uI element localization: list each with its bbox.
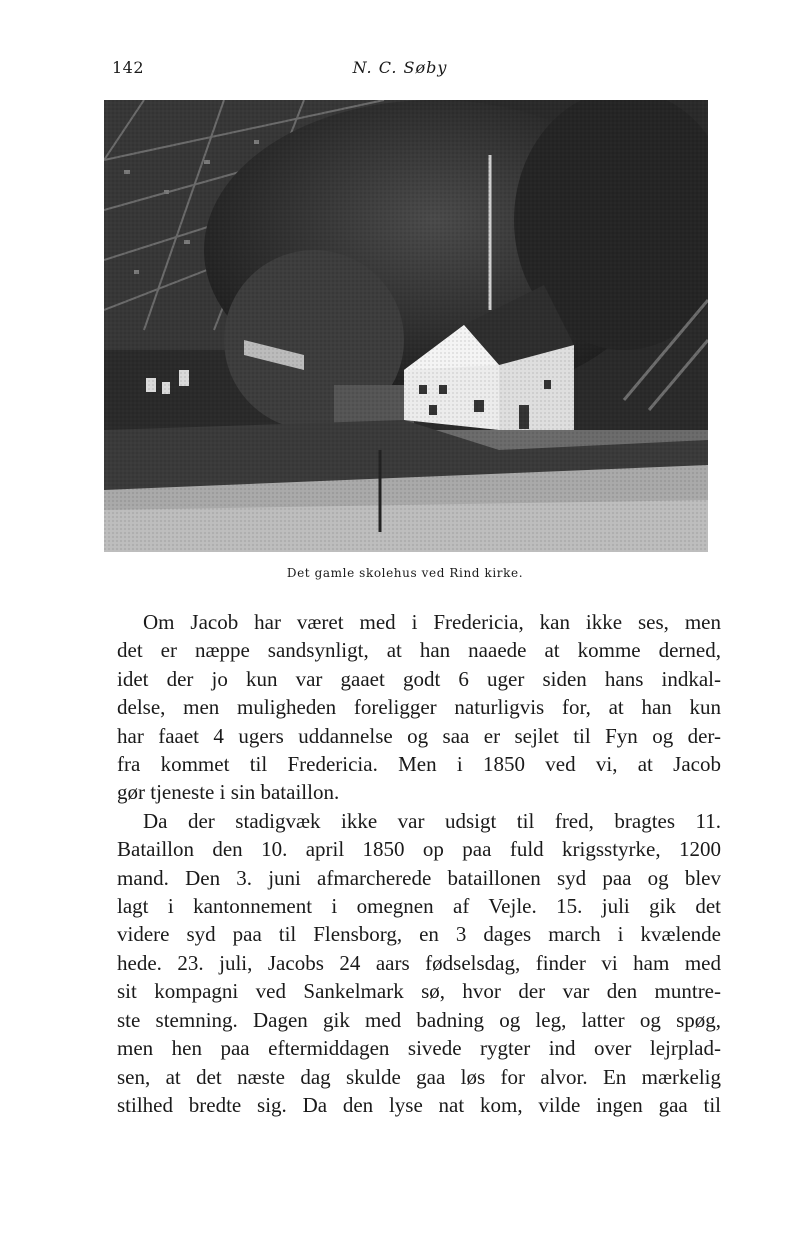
text-line: sit kompagni ved Sankelmark sø, hvor der var den muntre-: [117, 979, 721, 1004]
text-line: idet der jo kun var gaaet godt 6 uger siden hans indkal-: [117, 666, 721, 691]
text-line: Bataillon den 10. april 1850 op paa fuld krigsstyrke, 1200: [117, 837, 721, 862]
text-line: det er næppe sandsynligt, at han naaede at komme derned,: [117, 638, 721, 663]
page-number: 142: [112, 58, 145, 77]
text-line: fra kommet til Fredericia. Men i 1850 ved vi, at Jacob: [117, 752, 721, 777]
text-line: lagt i kantonnement i omegnen af Vejle. 15. juli gik det: [117, 894, 721, 919]
text-line: videre syd paa til Flensborg, en 3 dages march i kvælende: [117, 922, 721, 947]
paragraph-1: [117, 608, 721, 807]
text-line: har faaet 4 ugers uddannelse og saa er sejlet til Fyn og der-: [117, 723, 721, 748]
text-line: men hen paa eftermiddagen sivede rygter ind over lejrplad-: [117, 1036, 721, 1061]
text-line: ste stemning. Dagen gik med badning og leg, latter og spøg,: [117, 1007, 721, 1032]
text-line: Da der stadigvæk ikke var udsigt til fred, bragtes 11.: [143, 808, 721, 833]
text-line: Om Jacob har været med i Fredericia, kan ikke ses, men: [143, 610, 721, 634]
text-line: delse, men muligheden foreligger naturligvis for, at han kun: [117, 695, 721, 720]
figure-caption: Det gamle skolehus ved Rind kirke.: [286, 566, 524, 580]
text-line: hede. 23. juli, Jacobs 24 aars fødselsdag, finder vi ham med: [117, 950, 721, 975]
paragraph-2: [117, 807, 721, 1119]
running-head-author: N. C. Søby: [352, 58, 448, 77]
text-line: stilhed bredte sig. Da den lyse nat kom, vilde ingen gaa til: [117, 1092, 721, 1117]
text-line: mand. Den 3. juni afmarcherede bataillonen syd paa og blev: [117, 865, 721, 890]
text-line: gør tjeneste i sin bataillon.: [117, 780, 340, 805]
text-line: sen, at det næste dag skulde gaa løs for alvor. En mærkelig: [117, 1064, 721, 1089]
body-text: [117, 608, 721, 1119]
photo-old-schoolhouse: [104, 100, 708, 552]
